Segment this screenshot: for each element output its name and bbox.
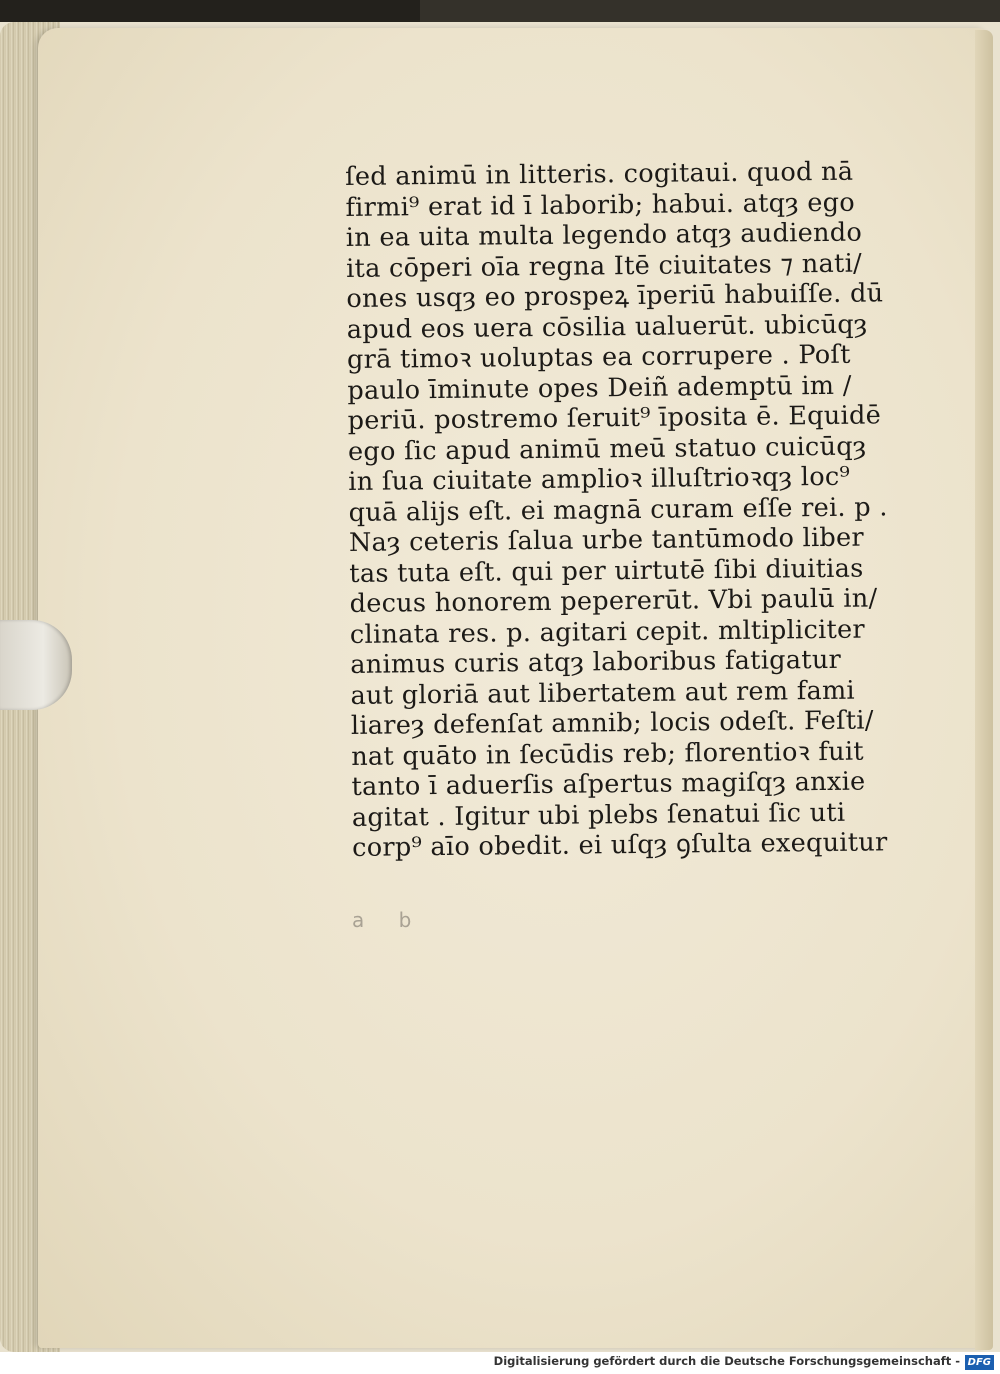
footer-bar [0,1352,1000,1374]
text-line-16: clinata res. p. agitari cepit. mltipliciter [349,614,866,650]
text-line-6: apud eos uera cōsilia ualuerūt. ubicūqȝ [346,309,868,345]
text-line-22: agitat . Igitur ubi plebs ſenatui ſic uti [351,797,846,833]
text-line-14: tas tuta eſt. qui per uirtutē ſibi diuitias [349,553,864,589]
text-line-2: firmi⁹ erat id ī laborib; habui. atqȝ ego [345,187,856,223]
text-line-10: ego ſic apud animū meū statuo cuicūqȝ [347,431,867,467]
text-line-13: Naȝ ceteris ſalua urbe tantūmodo liber [348,522,865,558]
binding-strip [0,0,1000,22]
pencil-signature-mark: a b [352,908,426,932]
text-line-12: quā alijs eſt. ei magnā curam eſſe rei. p . [348,491,888,528]
text-line-11: in ſua ciuitate amplioꝛ illuſtrioꝛqȝ loc⁹ [348,461,851,497]
text-line-4: ita cōperi oīa regna Itē ciuitates ⁊ nati/ [345,248,863,284]
text-line-17: animus curis atqȝ laboribus fatigatur [350,644,842,680]
text-line-23: corp⁹ aīo obedit. ei uſqȝ ꝯſulta exequitur [352,827,888,863]
text-line-18: aut gloriā aut libertatem aut rem fami [350,675,856,711]
plastic-clip [0,620,72,710]
text-line-8: paulo īminute opes Deiñ ademptū im / [347,370,852,406]
text-line-21: tanto ī aduerſis aſpertus magiſqȝ anxie [351,766,866,802]
text-line-1: ſed animū in litteris. cogitaui. quod nā [345,156,854,192]
text-line-20: nat quāto in ſecūdis reb; florentioꝛ fuit [351,736,865,772]
text-line-19: liareȝ defenſat amnib; locis odeſt. Feſti/ [350,705,874,741]
page-right-edge [975,30,993,1350]
text-line-9: periū. postremo ſeruit⁹ īposita ē. Equidē [347,400,882,436]
binding-edge [420,0,1000,22]
funding-credit: Digitalisierung gefördert durch die Deutsche Forschungsgemeinschaft - [493,1354,960,1368]
text-line-15: decus honorem pepererūt. Vbi paulū in/ [349,583,878,619]
text-line-5: ones usqȝ eo prospeꝝ īperiū habuiſſe. dū [346,278,884,314]
text-line-3: in ea uita multa legendo atqȝ audiendo [345,217,863,253]
dfg-logo-icon: DFG [965,1355,994,1370]
text-line-7: grā timoꝛ uoluptas ea corrupere . Poſt [346,339,851,375]
incunable-text [345,156,888,863]
